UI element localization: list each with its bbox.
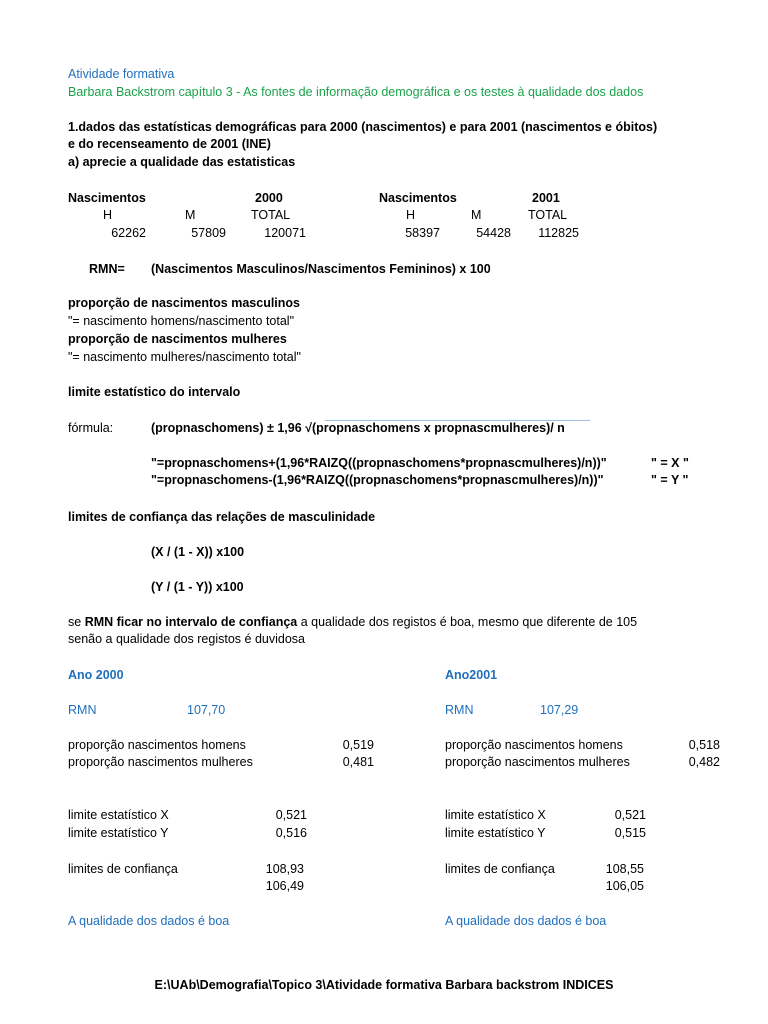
prop-h-value: 0,519	[342, 738, 374, 752]
value-total: 112825	[538, 226, 579, 240]
prop-m-label: proporção nascimentos mulheres	[68, 755, 253, 769]
limit-x-value: 0,521	[614, 808, 646, 822]
rule-prefix: se	[68, 615, 82, 629]
value-h: 62262	[111, 226, 146, 240]
excel-formula-y-tag: " = Y "	[651, 473, 689, 487]
page-subtitle: Barbara Backstrom capítulo 3 - As fontes de informação demográfica e os testes à qualidade dos dados	[68, 85, 644, 99]
confidence-label: limites de confiança	[68, 862, 178, 876]
statistical-limit-title: limite estatístico do intervalo	[68, 385, 241, 399]
rule-suffix: a qualidade dos registos é boa, mesmo que diferente de 105	[300, 615, 638, 629]
year-title: Ano 2000	[68, 668, 124, 682]
confidence-y-formula: (Y / (1 - Y)) x100	[151, 580, 244, 594]
confidence-lower: 106,49	[265, 879, 304, 893]
col-h-label: H	[103, 208, 113, 222]
rmn-result-label: RMN	[68, 703, 97, 717]
prop-h-label: proporção nascimentos homens	[445, 738, 623, 752]
rmn-result-value: 107,70	[187, 703, 226, 717]
limit-y-label: limite estatístico Y	[68, 826, 169, 840]
limit-x-label: limite estatístico X	[445, 808, 546, 822]
male-proportion-title: proporção de nascimentos masculinos	[68, 296, 301, 310]
confidence-label: limites de confiança	[445, 862, 555, 876]
rmn-formula: (Nascimentos Masculinos/Nascimentos Femininos) x 100	[151, 262, 491, 276]
prop-m-value: 0,482	[688, 755, 720, 769]
female-proportion-formula: "= nascimento mulheres/nascimento total"	[68, 350, 301, 364]
confidence-limits-title: limites de confiança das relações de masculinidade	[68, 510, 376, 524]
limit-x-value: 0,521	[275, 808, 307, 822]
excel-formula-x: "=propnaschomens+(1,96*RAIZQ((propnaschomens*propnascmulheres)/n))"	[151, 456, 607, 470]
excel-formula-x-tag: " = X "	[651, 456, 689, 470]
prop-h-value: 0,518	[688, 738, 720, 752]
prop-h-label: proporção nascimentos homens	[68, 738, 246, 752]
intro-line-2: e do recenseamento de 2001 (INE)	[68, 137, 271, 151]
quality-conclusion: A qualidade dos dados é boa	[445, 914, 607, 928]
col-total-label: TOTAL	[528, 208, 568, 222]
formula-label: fórmula:	[68, 421, 114, 435]
value-m: 54428	[476, 226, 511, 240]
limit-y-value: 0,516	[275, 826, 307, 840]
female-proportion-title: proporção de nascimentos mulheres	[68, 332, 287, 346]
confidence-upper: 108,55	[605, 862, 644, 876]
prop-m-value: 0,481	[342, 755, 374, 769]
value-h: 58397	[405, 226, 440, 240]
value-m: 57809	[191, 226, 226, 240]
confidence-x-formula: (X / (1 - X)) x100	[151, 545, 245, 559]
rule-line-2: senão a qualidade dos registos é duvidosa	[68, 632, 305, 646]
rmn-label: RMN=	[89, 262, 125, 276]
rule-emphasis: RMN ficar no intervalo de confiança	[84, 615, 298, 629]
quality-conclusion: A qualidade dos dados é boa	[68, 914, 230, 928]
col-m-label: M	[471, 208, 482, 222]
col-h-label: H	[406, 208, 416, 222]
confidence-lower: 106,05	[605, 879, 644, 893]
year-title: Ano2001	[445, 668, 498, 682]
prop-m-label: proporção nascimentos mulheres	[445, 755, 630, 769]
limit-formula: (propnaschomens) ± 1,96 √(propnaschomens x propnascmulheres)/ n	[151, 421, 565, 435]
footer-file-path: E:\UAb\Demografia\Topico 3\Atividade formativa Barbara backstrom INDICES	[154, 978, 614, 992]
limit-x-label: limite estatístico X	[68, 808, 169, 822]
rmn-result-label: RMN	[445, 703, 474, 717]
value-total: 120071	[264, 226, 306, 240]
limit-y-label: limite estatístico Y	[445, 826, 546, 840]
limit-y-value: 0,515	[614, 826, 646, 840]
table-label: Nascimentos	[379, 191, 457, 205]
rule-line-1	[68, 614, 637, 630]
intro-line-1: 1.dados das estatísticas demográficas para 2000 (nascimentos) e para 2001 (nascimentos e óbitos)	[68, 120, 658, 134]
table-year: 2001	[532, 191, 560, 205]
rmn-result-value: 107,29	[540, 703, 579, 717]
col-total-label: TOTAL	[251, 208, 291, 222]
table-year: 2000	[255, 191, 283, 205]
excel-formula-y: "=propnaschomens-(1,96*RAIZQ((propnaschomens*propnascmulheres)/n))"	[151, 473, 604, 487]
col-m-label: M	[185, 208, 196, 222]
table-label: Nascimentos	[68, 191, 146, 205]
page-title: Atividade formativa	[68, 67, 175, 81]
intro-line-3: a) aprecie a qualidade das estatisticas	[68, 155, 296, 169]
confidence-upper: 108,93	[265, 862, 304, 876]
male-proportion-formula: "= nascimento homens/nascimento total"	[68, 314, 295, 328]
